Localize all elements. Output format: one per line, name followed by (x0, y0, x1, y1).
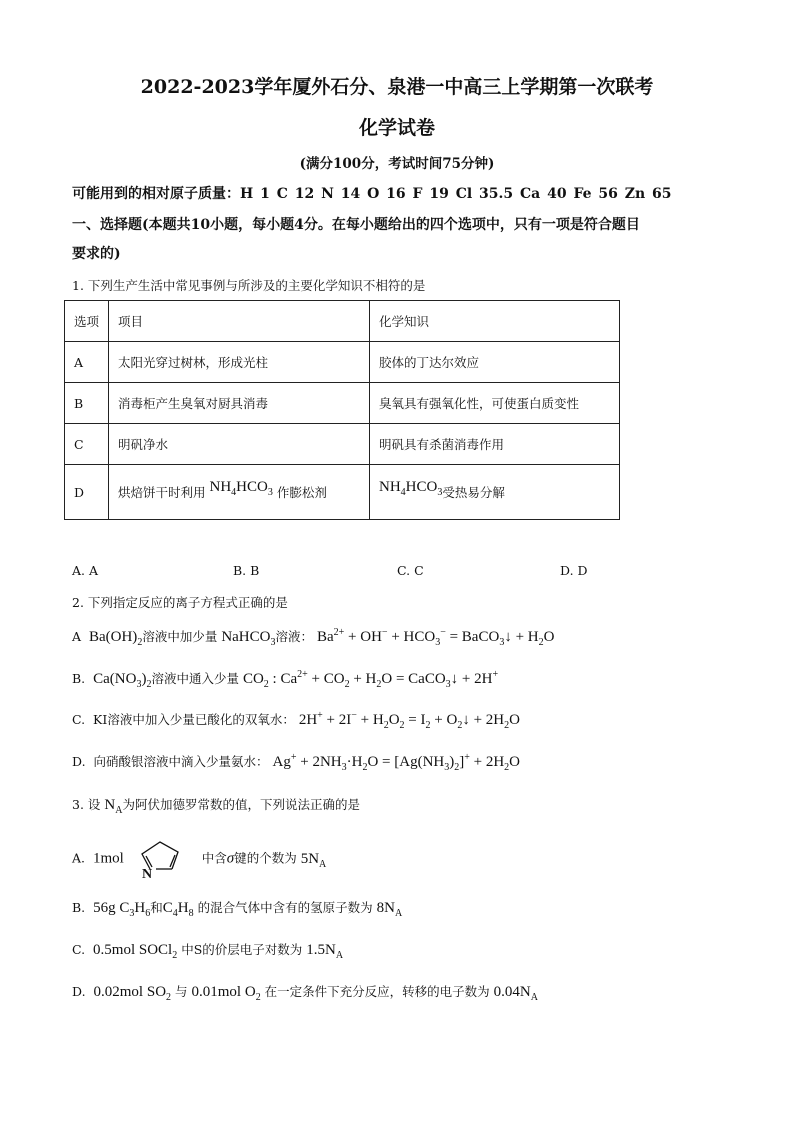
table-row (65, 424, 620, 465)
row-item: 太阳光穿过树林，形成光柱 (109, 342, 370, 383)
formula-nh4hco3: $NH_4HCO_3$ (379, 478, 443, 498)
q1-option-b[interactable]: B. B (233, 563, 260, 578)
header-cell-knowledge: 化学知识 (370, 301, 620, 342)
row-item: 明矾净水 (109, 424, 370, 465)
q2-option-b[interactable]: B. $Ca(NO_3)_2$溶液中通入少量 $CO_2$ : $Ca^{2+} + CO_2 + H_2O$ = CaCO$_3$↓ + 2H+ (72, 669, 499, 690)
section-heading-line1: 一、选择题(本题共10小题，每小题4分。在每小题给出的四个选项中，只有一项是符合题目 (72, 217, 640, 233)
q2-option-d[interactable]: D. 向硝酸银溶液中滴入少量氨水： $Ag^+ + 2NH_3\cdot H_2O = [Ag(NH_3)_2]^+ + 2H_2O$ (72, 752, 521, 773)
q2-option-c[interactable]: C. KI溶液中加入少量已酸化的双氧水： $2H^+ + 2I^- + H_2O_2 = I_2$ + $O_2↓ + 2H_2O$ (72, 710, 520, 731)
q3-stem: 3. 设 $N_A$为阿伏加德罗常数的值，下列说法正确的是 (72, 797, 360, 816)
table-row (65, 342, 620, 383)
pyrroline-structure-icon (132, 836, 194, 882)
row-option: B (65, 383, 109, 424)
q2-option-a[interactable]: A $Ba(OH)_2$溶液中加少量 NaHCO$_3$溶液： $Ba^{2+} + OH^- + HCO_3^-$ = BaCO$_3$↓ + $H_2O$ (72, 627, 555, 648)
q2-stem: 2. 下列指定反应的离子方程式正确的是 (72, 595, 288, 610)
table-header-row (65, 301, 620, 342)
q1-stem: 1. 下列生产生活中常见事例与所涉及的主要化学知识不相符的是 (72, 278, 426, 293)
q1-option-d[interactable]: D. D (560, 563, 588, 578)
row-knowledge: 胶体的丁达尔效应 (370, 342, 620, 383)
table-row (65, 465, 620, 520)
row-option: A (65, 342, 109, 383)
exam-info: (满分100分，考试时间75分钟) (299, 156, 495, 172)
q1-option-a[interactable]: A. A (72, 563, 99, 578)
table-row (65, 383, 620, 424)
row-knowledge: 明矾具有杀菌消毒作用 (370, 424, 620, 465)
q3-option-a[interactable]: A. 1mol N 中含σ键的个数为 $5N_A$ (72, 836, 326, 882)
row-item: 消毒柜产生臭氧对厨具消毒 (109, 383, 370, 424)
q1-table (64, 300, 620, 520)
header-cell-option: 选项 (65, 301, 109, 342)
exam-title: 2022-2023学年厦外石分、泉港一中高三上学期第一次联考 (140, 76, 654, 98)
header-cell-item: 项目 (109, 301, 370, 342)
q3-option-b[interactable]: B. 56g $C_3H_6$和$C_4H_8$ 的混合气体中含有的氢原子数为 $8N_A$ (72, 900, 403, 919)
q3-option-c[interactable]: C. 0.5mol SOCl$_2$ 中S的价层电子对数为 $1.5N_A$ (72, 942, 344, 961)
svg-text:N: N (141, 867, 152, 882)
section-heading-line2: 要求的) (72, 246, 121, 262)
formula-nh4hco3: $NH_4HCO_3$ (209, 478, 273, 498)
row-item: 烘焙饼干时利用 $NH_4HCO_3$ 作膨松剂 (109, 465, 370, 520)
atomic-masses: 可能用到的相对原子质量：H 1 C 12 N 14 O 16 F 19 Cl 35.5 Ca 40 Fe 56 Zn 65 (72, 186, 672, 202)
subject-title: 化学试卷 (358, 117, 435, 139)
row-knowledge: 臭氧具有强氧化性，可使蛋白质变性 (370, 383, 620, 424)
q1-option-c[interactable]: C. C (397, 563, 424, 578)
row-option: D (65, 465, 109, 520)
q3-option-d[interactable]: D. 0.02mol $SO_2$ 与 0.01mol $O_2$ 在一定条件下充分反应，转移的电子数为 $0.04N_A$ (72, 984, 538, 1003)
row-knowledge: $NH_4HCO_3$受热易分解 (370, 465, 620, 520)
row-option: C (65, 424, 109, 465)
